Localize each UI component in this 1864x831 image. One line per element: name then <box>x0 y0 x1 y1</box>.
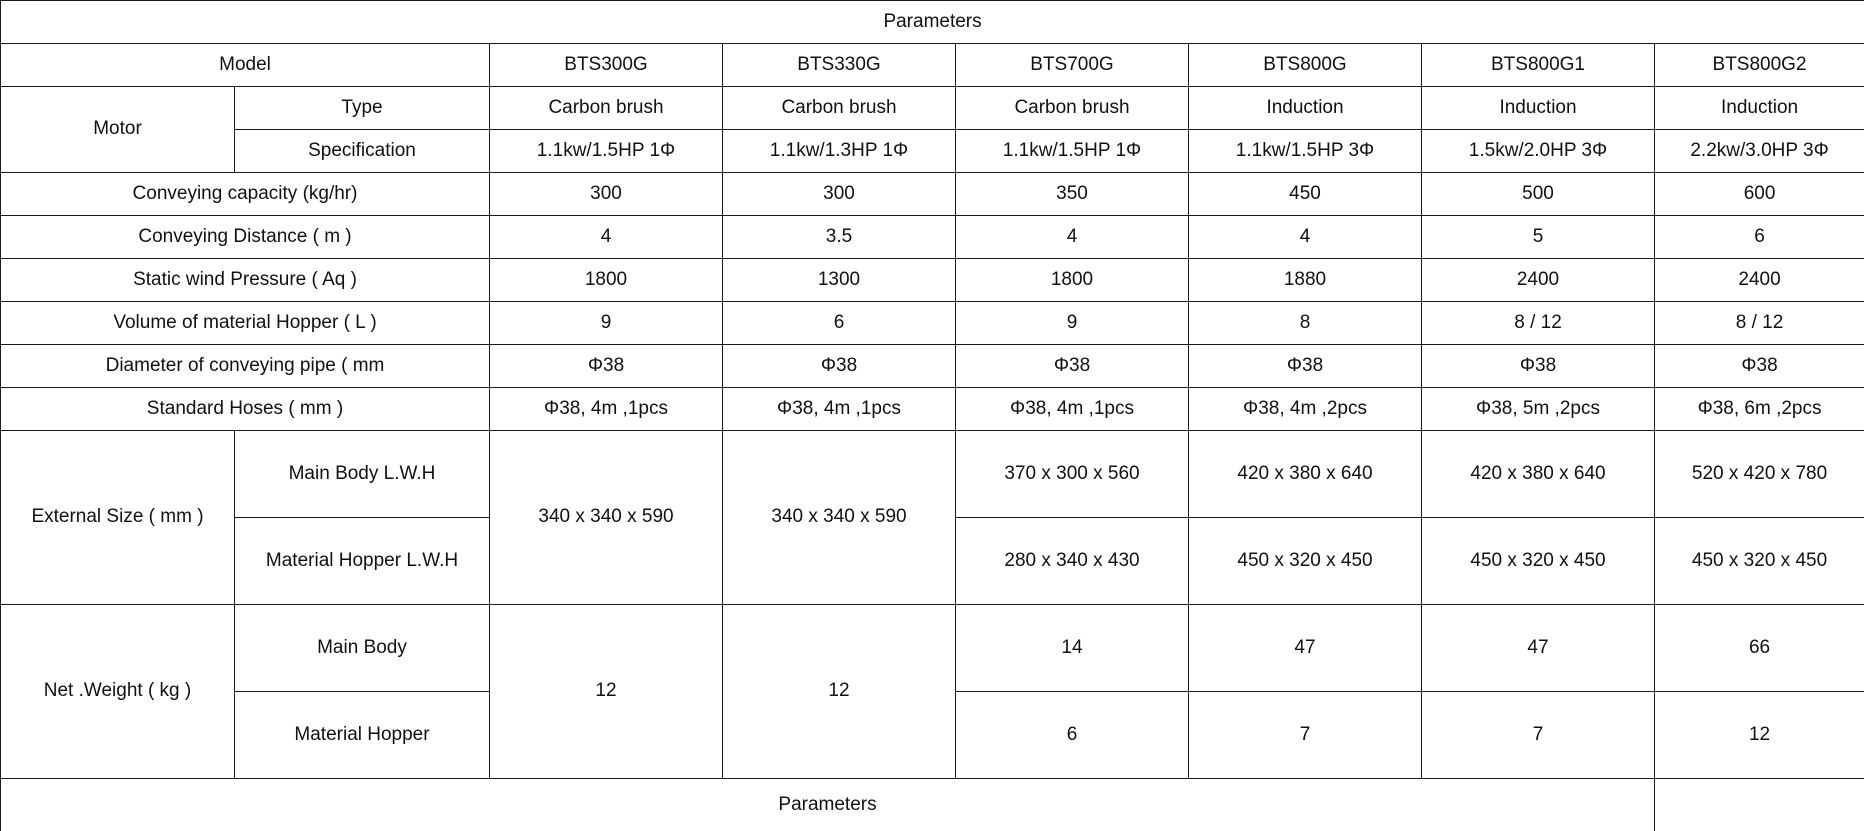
table-row <box>1 259 1864 302</box>
motor-type-cell: Induction <box>1422 87 1655 130</box>
table-cell: 9 <box>490 302 723 345</box>
table-row <box>1 345 1864 388</box>
table-row <box>1 173 1864 216</box>
motor-spec-cell: 1.5kw/2.0HP 3Φ <box>1422 130 1655 173</box>
row-label: Diameter of conveying pipe ( mm <box>1 345 490 388</box>
net-weight-combined-cell: 12 <box>723 605 956 779</box>
table-cell: 8 <box>1189 302 1422 345</box>
table-cell: 9 <box>956 302 1189 345</box>
table-cell: 8 / 12 <box>1422 302 1655 345</box>
table-cell: Φ38 <box>490 345 723 388</box>
table-cell: 4 <box>1189 216 1422 259</box>
motor-type-row <box>1 87 1864 130</box>
table-cell: 300 <box>723 173 956 216</box>
motor-type-label: Type <box>235 87 490 130</box>
external-size-hopper-cell: 450 x 320 x 450 <box>1655 518 1864 605</box>
external-size-main-cell: 420 x 380 x 640 <box>1422 431 1655 518</box>
title-row <box>1 1 1864 44</box>
row-label: Standard Hoses ( mm ) <box>1 388 490 431</box>
table-cell: 1300 <box>723 259 956 302</box>
model-cell: BTS700G <box>956 44 1189 87</box>
motor-spec-cell: 1.1kw/1.5HP 1Φ <box>956 130 1189 173</box>
net-weight-combined-cell: 12 <box>490 605 723 779</box>
table-cell: Φ38, 4m ,1pcs <box>956 388 1189 431</box>
table-cell: Φ38 <box>1655 345 1864 388</box>
net-weight-hopper-cell: 7 <box>1422 692 1655 779</box>
table-cell: 8 / 12 <box>1655 302 1864 345</box>
table-cell: Φ38, 5m ,2pcs <box>1422 388 1655 431</box>
net-weight-main-cell: 66 <box>1655 605 1864 692</box>
footer-title: Parameters <box>1 779 1655 831</box>
table-cell: 2400 <box>1655 259 1864 302</box>
net-weight-label: Net .Weight ( kg ) <box>1 605 235 779</box>
model-cell: BTS800G1 <box>1422 44 1655 87</box>
table-cell: 500 <box>1422 173 1655 216</box>
external-size-main-cell: 420 x 380 x 640 <box>1189 431 1422 518</box>
table-row <box>1 302 1864 345</box>
table-cell: Φ38, 4m ,2pcs <box>1189 388 1422 431</box>
motor-type-cell: Carbon brush <box>490 87 723 130</box>
row-label: Volume of material Hopper ( L ) <box>1 302 490 345</box>
external-size-hopper-label: Material Hopper L.W.H <box>235 518 490 605</box>
motor-type-cell: Induction <box>1655 87 1864 130</box>
motor-spec-cell: 1.1kw/1.5HP 1Φ <box>490 130 723 173</box>
table-row <box>1 388 1864 431</box>
external-size-main-cell: 370 x 300 x 560 <box>956 431 1189 518</box>
row-label: Conveying Distance ( m ) <box>1 216 490 259</box>
net-weight-hopper-cell: 12 <box>1655 692 1864 779</box>
table-cell: 5 <box>1422 216 1655 259</box>
net-weight-hopper-cell: 6 <box>956 692 1189 779</box>
table-cell: Φ38 <box>723 345 956 388</box>
motor-spec-row <box>1 130 1864 173</box>
footer-empty-cell <box>1655 779 1864 831</box>
model-cell: BTS300G <box>490 44 723 87</box>
table-cell: 1800 <box>956 259 1189 302</box>
motor-type-cell: Carbon brush <box>956 87 1189 130</box>
net-weight-main-cell: 47 <box>1189 605 1422 692</box>
motor-label: Motor <box>1 87 235 173</box>
table-cell: 300 <box>490 173 723 216</box>
model-cell: BTS330G <box>723 44 956 87</box>
model-cell: BTS800G2 <box>1655 44 1864 87</box>
footer-row <box>1 779 1864 831</box>
table-cell: 1800 <box>490 259 723 302</box>
table-cell: 4 <box>956 216 1189 259</box>
table-cell: Φ38 <box>956 345 1189 388</box>
motor-spec-label: Specification <box>235 130 490 173</box>
table-cell: 600 <box>1655 173 1864 216</box>
table-cell: 4 <box>490 216 723 259</box>
table-row <box>1 216 1864 259</box>
net-weight-main-cell: 14 <box>956 605 1189 692</box>
table-title: Parameters <box>1 1 1864 44</box>
table-cell: Φ38 <box>1422 345 1655 388</box>
motor-type-cell: Carbon brush <box>723 87 956 130</box>
table-cell: Φ38 <box>1189 345 1422 388</box>
net-weight-main-cell: 47 <box>1422 605 1655 692</box>
external-size-combined-cell: 340 x 340 x 590 <box>723 431 956 605</box>
external-size-main-row <box>1 431 1864 518</box>
table-cell: 6 <box>723 302 956 345</box>
motor-spec-cell: 2.2kw/3.0HP 3Φ <box>1655 130 1864 173</box>
table-cell: Φ38, 4m ,1pcs <box>490 388 723 431</box>
net-weight-main-label: Main Body <box>235 605 490 692</box>
motor-spec-cell: 1.1kw/1.3HP 1Φ <box>723 130 956 173</box>
net-weight-hopper-cell: 7 <box>1189 692 1422 779</box>
model-label: Model <box>1 44 490 87</box>
external-size-hopper-cell: 450 x 320 x 450 <box>1422 518 1655 605</box>
table-cell: 6 <box>1655 216 1864 259</box>
model-cell: BTS800G <box>1189 44 1422 87</box>
external-size-combined-cell: 340 x 340 x 590 <box>490 431 723 605</box>
table-cell: 2400 <box>1422 259 1655 302</box>
external-size-main-label: Main Body L.W.H <box>235 431 490 518</box>
table-cell: 450 <box>1189 173 1422 216</box>
row-label: Conveying capacity (kg/hr) <box>1 173 490 216</box>
external-size-main-cell: 520 x 420 x 780 <box>1655 431 1864 518</box>
table-cell: 1880 <box>1189 259 1422 302</box>
external-size-label: External Size ( mm ) <box>1 431 235 605</box>
net-weight-hopper-label: Material Hopper <box>235 692 490 779</box>
motor-spec-cell: 1.1kw/1.5HP 3Φ <box>1189 130 1422 173</box>
table-cell: 350 <box>956 173 1189 216</box>
row-label: Static wind Pressure ( Aq ) <box>1 259 490 302</box>
net-weight-main-row <box>1 605 1864 692</box>
external-size-hopper-cell: 280 x 340 x 430 <box>956 518 1189 605</box>
table-cell: 3.5 <box>723 216 956 259</box>
table-cell: Φ38, 4m ,1pcs <box>723 388 956 431</box>
table-cell: Φ38, 6m ,2pcs <box>1655 388 1864 431</box>
model-row <box>1 44 1864 87</box>
external-size-hopper-cell: 450 x 320 x 450 <box>1189 518 1422 605</box>
motor-type-cell: Induction <box>1189 87 1422 130</box>
